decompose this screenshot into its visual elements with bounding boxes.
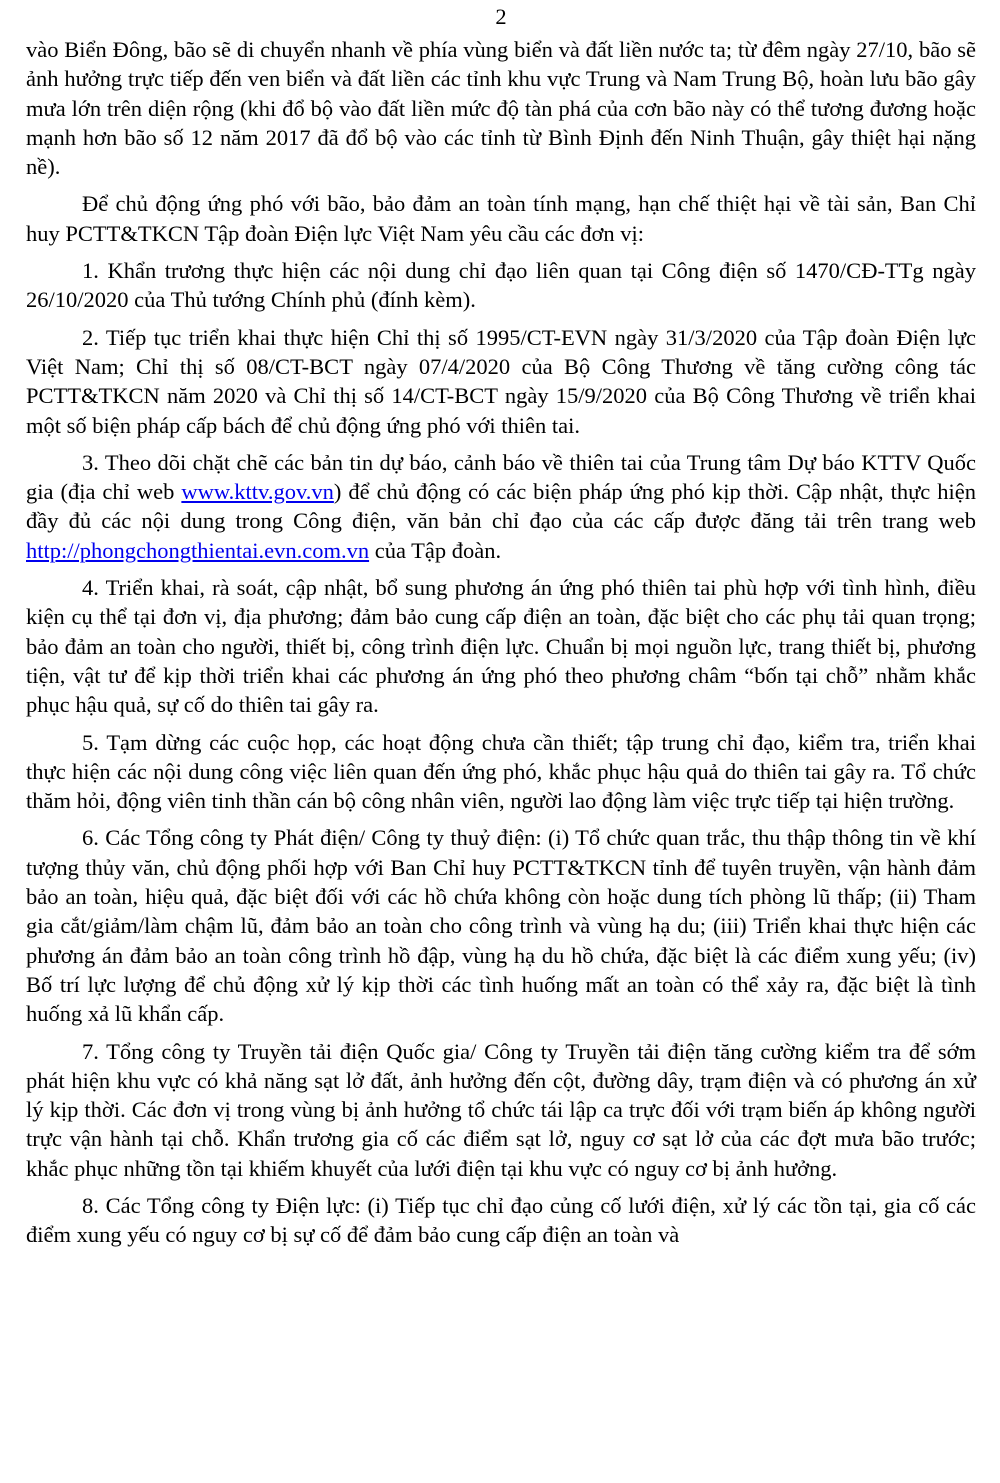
paragraph-intro-request: [26, 189, 976, 248]
kttv-website-link[interactable]: www.kttv.gov.vn: [181, 479, 334, 505]
paragraph-storm-forecast: [26, 35, 976, 181]
phongchongthientai-website-link[interactable]: http://phongchongthientai.evn.com.vn: [26, 537, 370, 563]
paragraph-text: 5. Tạm dừng các cuộc họp, các hoạt động chưa cần thiết; tập trung chỉ đạo, kiểm tra, triển khai thực hiện các nội dung công việc liên quan đến ứng phó, khắc phục hậu quả do thiên tai gây ra. Tổ chức thăm hỏi, động viên tinh thần cán bộ công nhân viên, người lao động làm việc trực tiếp tại hiện trường.: [26, 729, 976, 814]
paragraph-text: 1. Khẩn trương thực hiện các nội dung chỉ đạo liên quan tại Công điện số 1470/CĐ-TTg ngày 26/10/2020 của Thủ tướng Chính phủ (đính kèm).: [26, 258, 976, 313]
paragraph-text: 8. Các Tổng công ty Điện lực: (i) Tiếp tục chỉ đạo củng cố lưới điện, xử lý các tồn tại, gia cố các điểm xung yếu có nguy cơ bị sự cố để đảm bảo cung cấp điện an toàn và: [26, 1192, 976, 1248]
paragraph-text: Để chủ động ứng phó với bão, bảo đảm an toàn tính mạng, hạn chế thiệt hại về tài sản, Ban Chỉ huy PCTT&TKCN Tập đoàn Điện lực Việt Nam yêu cầu các đơn vị:: [26, 191, 976, 246]
paragraph-text: 6. Các Tổng công ty Phát điện/ Công ty thuỷ điện: (i) Tổ chức quan trắc, thu thập thông tin về khí tượng thủy văn, chủ động phối hợp với Ban Chỉ huy PCTT&TKCN tỉnh để tuyên truyền, vận hành đảm bảo an toàn, hiệu quả, đặc biệt đối với các hồ chứa không còn hoặc dung tích phòng lũ thấp; (ii) Tham gia cắt/giảm/làm chậm lũ, đảm bảo an toàn cho công trình và vùng hạ du; (iii) Triển khai thực hiện các phương án đảm bảo an toàn công trình hồ đập, vùng hạ du hồ chứa, đặc biệt là các điểm xung yếu; (iv) Bố trí lực lượng để chủ động xử lý kịp thời các tình huống mất an toàn có thể xảy ra, đặc biệt là tình huống xả lũ khẩn cấp.: [26, 825, 976, 1027]
paragraph-text: của Tập đoàn.: [369, 537, 502, 563]
paragraph-text: vào Biển Đông, bão sẽ di chuyển nhanh về phía vùng biển và đất liền nước ta; từ đêm ngày 27/10, bão sẽ ảnh hưởng trực tiếp đến ven biển và đất liền các tỉnh khu vực Trung và Nam Trung Bộ, hoàn lưu bão gây mưa lớn trên diện rộng (khi đổ bộ vào đất liền mức độ tàn phá của cơn bão này có thể tương đương hoặc mạnh hơn bão số 12 năm 2017 đã đổ bộ vào các tỉnh từ Bình Định đến Ninh Thuận, gây thiệt hại nặng nề).: [26, 37, 976, 180]
paragraph-text: 3. Theo dõi chặt chẽ các bản tin dự báo, cảnh báo về thiên tai của Trung tâm Dự báo KTTV Quốc gia (địa chỉ web: [26, 449, 976, 505]
paragraph-item-7: [26, 1037, 976, 1183]
paragraph-item-3: [26, 448, 976, 565]
paragraph-text: 2. Tiếp tục triển khai thực hiện Chỉ thị số 1995/CT-EVN ngày 31/3/2020 của Tập đoàn Điện lực Việt Nam; Chỉ thị số 08/CT-BCT ngày 07/4/2020 của Bộ Công Thương về tăng cường công tác PCTT&TKCN năm 2020 và Chỉ thị số 14/CT-BCT ngày 15/9/2020 của Bộ Công Thương về triển khai một số biện pháp cấp bách để chủ động ứng phó với thiên tai.: [26, 324, 976, 438]
paragraph-item-6: [26, 823, 976, 1028]
paragraph-item-2: [26, 323, 976, 440]
page-number: 2: [495, 4, 507, 29]
paragraph-item-1: [26, 256, 976, 315]
paragraph-text: ) để chủ động có các biện pháp ứng phó kịp thời. Cập nhật, thực hiện đầy đủ các nội dung trong Công điện, văn bản chỉ đạo của các cấp được đăng tải trên trang web: [26, 479, 976, 534]
paragraph-text: 4. Triển khai, rà soát, cập nhật, bổ sung phương án ứng phó thiên tai phù hợp với tình hình, điều kiện cụ thể tại đơn vị, địa phương; đảm bảo cung cấp điện an toàn, đặc biệt cho các phụ tải quan trọng; bảo đảm an toàn cho người, thiết bị, công trình điện lực. Chuẩn bị mọi nguồn lực, trang thiết bị, phương tiện, vật tư để kịp thời triển khai các phương án ứng phó theo phương châm “bốn tại chỗ” nhằm khắc phục hậu quả, sự cố do thiên tai gây ra.: [26, 575, 976, 718]
paragraph-item-5: [26, 728, 976, 816]
paragraph-item-4: [26, 573, 976, 719]
paragraph-item-8: [26, 1191, 976, 1250]
paragraph-text: 7. Tổng công ty Truyền tải điện Quốc gia/ Công ty Truyền tải điện tăng cường kiểm tra để sớm phát hiện khu vực có khả năng sạt lở đất, ảnh hưởng đến cột, đường dây, trạm điện và có phương án xử lý kịp thời. Các đơn vị trong vùng bị ảnh hưởng tổ chức tái lập ca trực đối với trạm biến áp không người trực vận hành tại chỗ. Khẩn trương gia cố các điểm sạt lở, nguy cơ sạt lở của các đợt mưa bão trước; khắc phục những tồn tại khiếm khuyết của lưới điện tại khu vực có nguy cơ bị ảnh hưởng.: [26, 1038, 976, 1181]
